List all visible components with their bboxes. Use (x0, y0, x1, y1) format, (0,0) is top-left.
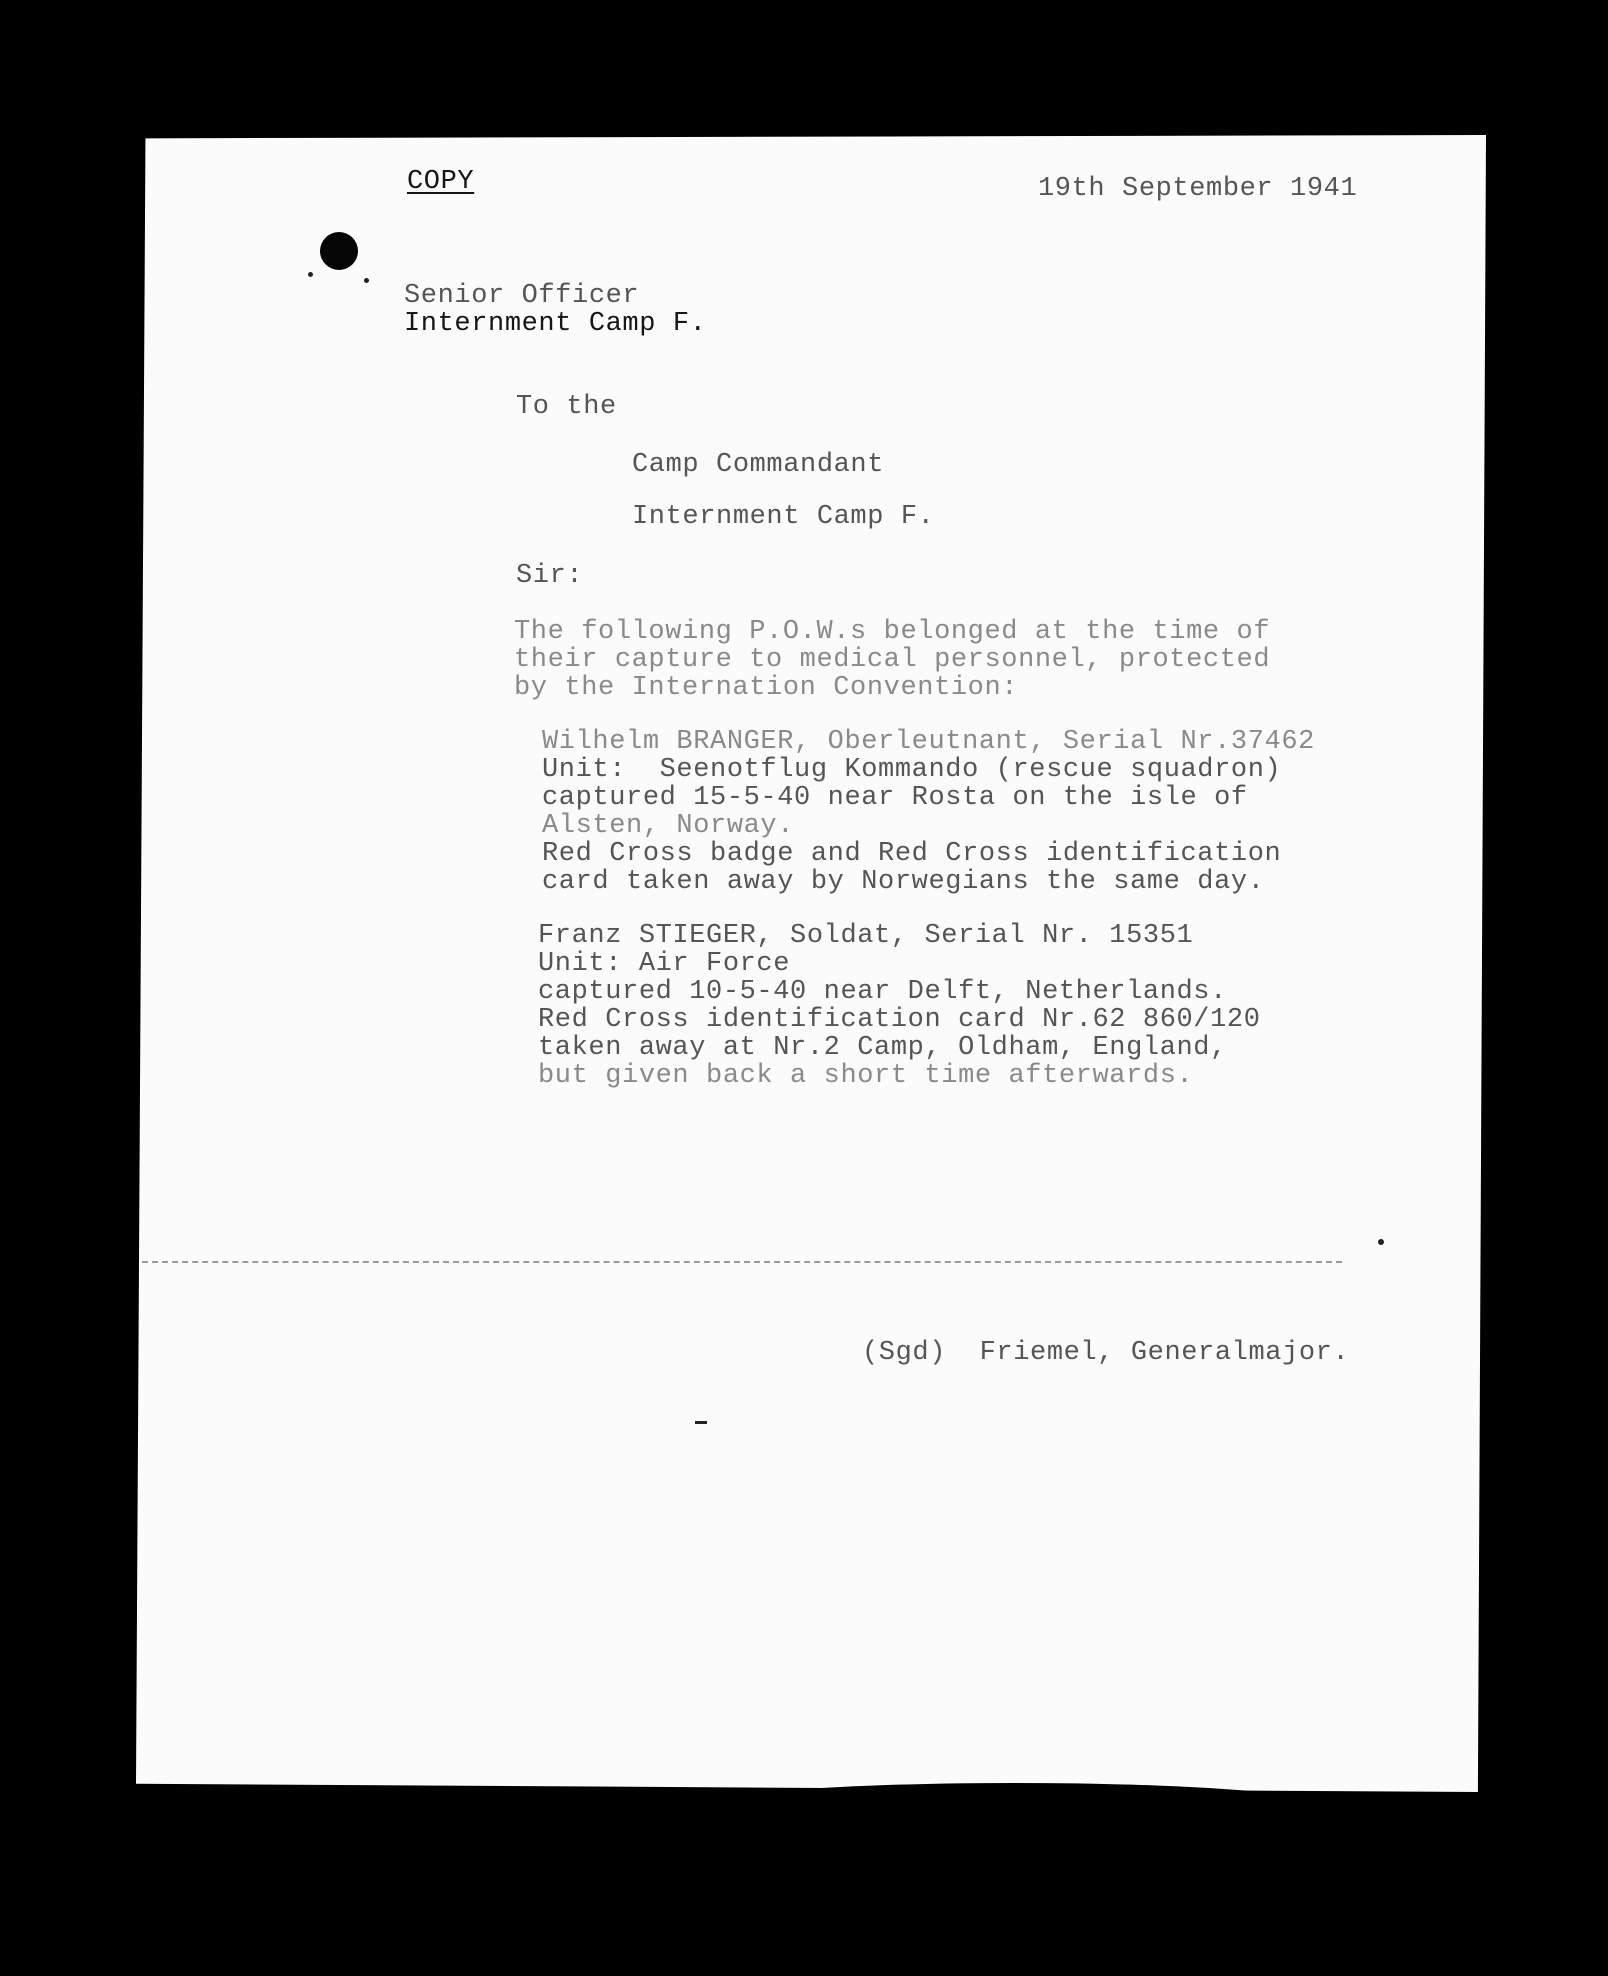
ink-mark (695, 1421, 707, 1424)
intro-line: The following P.O.W.s belonged at the time of (514, 617, 1271, 647)
entry-line: captured 15-5-40 near Rosta on the isle of (542, 783, 1248, 813)
entry-line: Alsten, Norway. (542, 811, 795, 841)
sender-line-1: Senior Officer (404, 281, 640, 311)
intro-line: their capture to medical personnel, protected (514, 645, 1271, 675)
pow-entry-branger (542, 728, 1315, 896)
intro-paragraph (514, 618, 1270, 702)
punch-hole-mark (320, 232, 358, 270)
copy-label: COPY (407, 167, 475, 197)
entry-line: captured 10-5-40 near Delft, Netherlands. (538, 977, 1227, 1007)
ink-speck (1378, 1239, 1384, 1245)
ink-speck (364, 278, 369, 283)
fold-line (142, 1261, 1342, 1263)
entry-line: Unit: Air Force (538, 949, 791, 979)
addressee-to: To the (516, 392, 617, 422)
entry-line: but given back a short time afterwards. (538, 1061, 1194, 1091)
ink-speck (308, 272, 313, 277)
entry-line: Red Cross identification card Nr.62 860/120 (538, 1005, 1261, 1035)
entry-line: Franz STIEGER, Soldat, Serial Nr. 15351 (538, 921, 1194, 951)
entry-line: Unit: Seenotflug Kommando (rescue squadron) (542, 755, 1282, 785)
greeting: Sir: (516, 561, 584, 591)
sender-line-2: Internment Camp F. (404, 309, 707, 339)
signature-line: (Sgd) Friemel, Generalmajor. (862, 1338, 1350, 1368)
entry-line: card taken away by Norwegians the same day. (542, 867, 1265, 897)
pow-entry-stieger (538, 922, 1261, 1090)
entry-line: taken away at Nr.2 Camp, Oldham, England, (538, 1033, 1227, 1063)
entry-line: Red Cross badge and Red Cross identification (542, 839, 1282, 869)
intro-line: by the Internation Convention: (514, 673, 1019, 703)
letter-date: 19th September 1941 (1038, 174, 1358, 204)
addressee-line-1: Camp Commandant (632, 450, 885, 480)
entry-line: Wilhelm BRANGER, Oberleutnant, Serial Nr.37462 (542, 727, 1315, 757)
addressee-line-2: Internment Camp F. (632, 502, 935, 532)
